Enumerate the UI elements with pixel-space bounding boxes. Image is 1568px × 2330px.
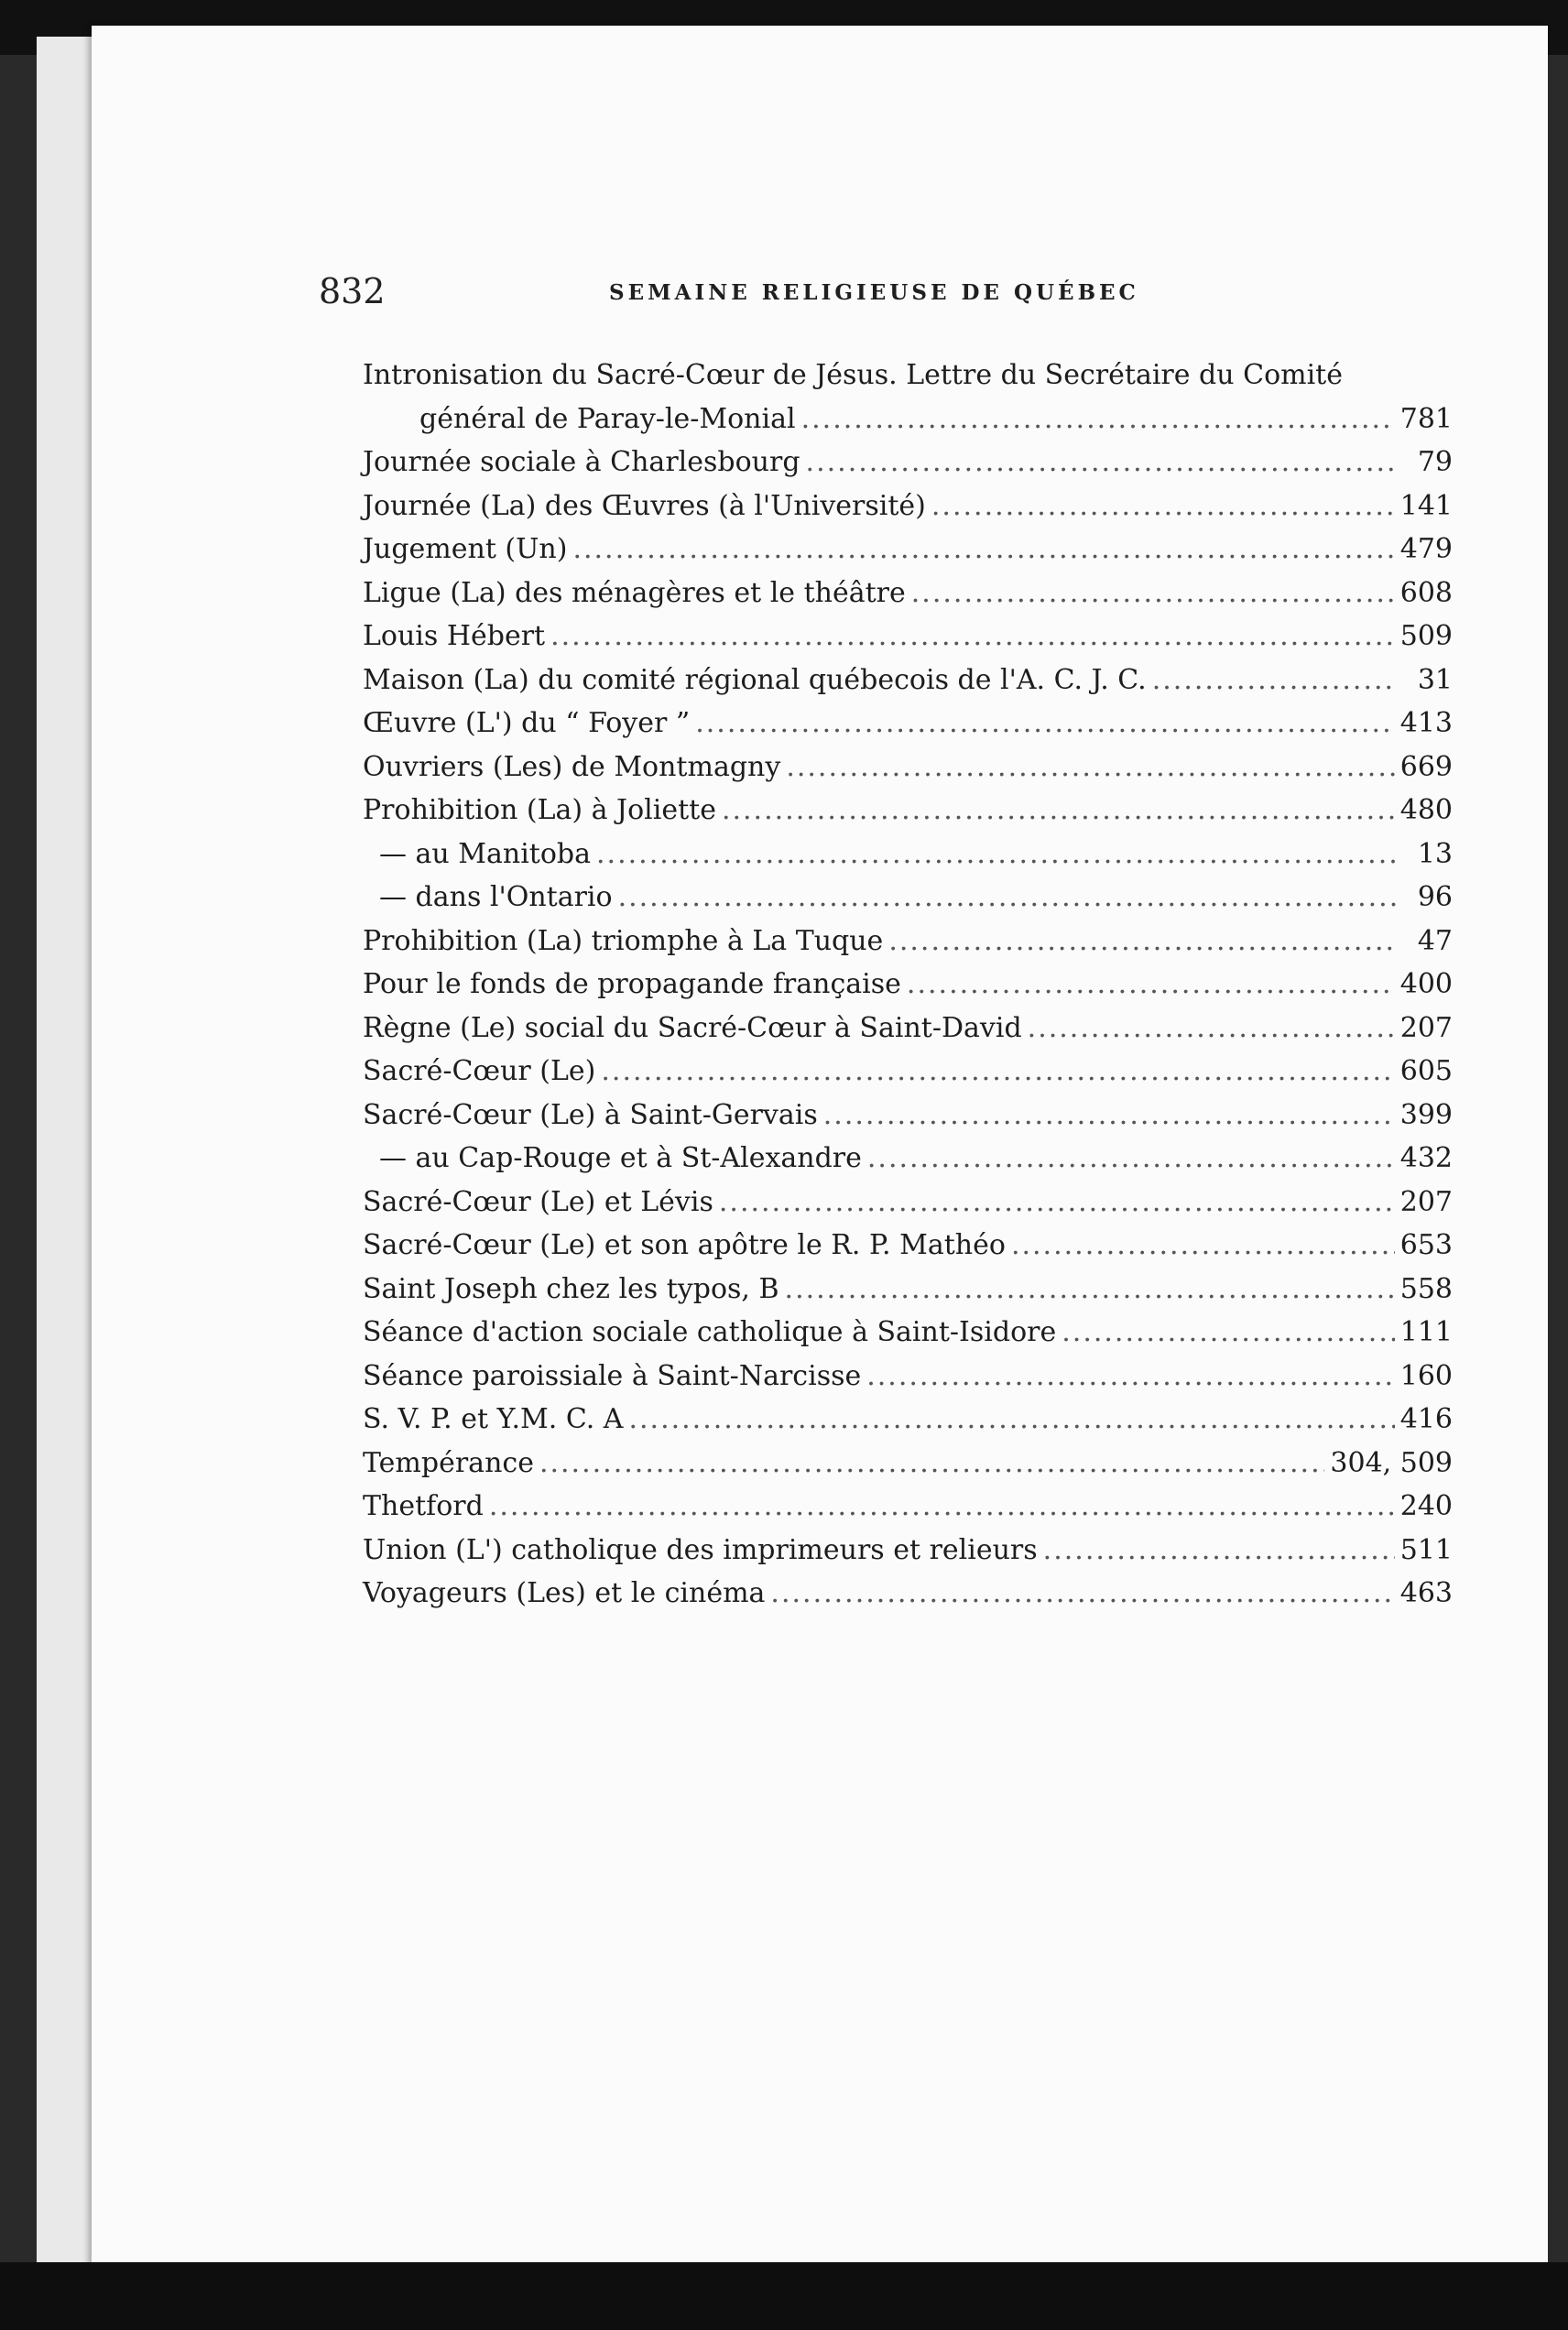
index-entry-label: Séance d'action sociale catholique à Saint-Isidore (363, 1316, 1057, 1348)
index-entry-page: 399 (1399, 1098, 1453, 1131)
index-entry-label: Voyageurs (Les) et le cinéma (363, 1577, 766, 1609)
index-entry-label: Sacré-Cœur (Le) (363, 1055, 596, 1087)
index-entry-page: 160 (1399, 1359, 1453, 1392)
index-entry-page: 47 (1417, 924, 1453, 957)
index-entry-label-continued: général de Paray-le-Monial (419, 402, 796, 435)
index-entry-label: Saint Joseph chez les typos, B (363, 1272, 779, 1305)
index-entry-label: — dans l'Ontario (379, 881, 613, 913)
index-entry-label: Séance paroissiale à Saint-Narcisse (363, 1359, 862, 1392)
index-entry (363, 1572, 1453, 1616)
index-entry-page: 207 (1399, 1185, 1453, 1218)
leader-dots (823, 1094, 1395, 1138)
index-entry-label: Œuvre (L') du “ Foyer ” (363, 707, 691, 739)
leader-dots (801, 397, 1395, 441)
index-entry-page: 111 (1399, 1316, 1453, 1348)
index-entry (363, 1268, 1453, 1312)
leader-dots (907, 963, 1395, 1007)
index-entry (363, 1224, 1453, 1268)
index-entry-label: Sacré-Cœur (Le) et Lévis (363, 1185, 713, 1218)
index-entry-page: 479 (1399, 533, 1453, 565)
index-entry (363, 1137, 1453, 1181)
leader-dots (719, 1181, 1395, 1225)
index-entry-page: 509 (1399, 620, 1453, 652)
leader-dots (628, 1398, 1394, 1442)
index-entry-page: 416 (1399, 1403, 1453, 1435)
index-entry-page: 608 (1399, 576, 1453, 609)
index-entry-page: 304, 509 (1330, 1446, 1453, 1479)
index-entry-label: Ligue (La) des ménagères et le théâtre (363, 576, 906, 609)
index-entry-page: 413 (1399, 707, 1453, 739)
document-page (92, 26, 1548, 2268)
running-title: SEMAINE RELIGIEUSE DE QUÉBEC (609, 280, 1139, 305)
index-entry (363, 1485, 1453, 1529)
page-number: 832 (319, 271, 386, 311)
index-entry-page: 558 (1399, 1272, 1453, 1305)
leader-dots (1028, 1007, 1395, 1051)
leader-dots (888, 920, 1396, 964)
index-entry (363, 572, 1453, 615)
index-entry (363, 1311, 1453, 1355)
index-entry (363, 1050, 1453, 1094)
index-entry (363, 833, 1453, 876)
leader-dots (866, 1355, 1395, 1399)
index-entry-label: Ouvriers (Les) de Montmagny (363, 750, 781, 783)
index-entry (363, 1398, 1453, 1442)
index-entry (363, 659, 1453, 702)
index-entry (363, 528, 1453, 572)
leader-dots (786, 746, 1394, 789)
index-entry (363, 1355, 1453, 1399)
index-entry-label: Tempérance (363, 1446, 534, 1479)
index-entry (363, 702, 1453, 746)
index-entry (363, 615, 1453, 659)
index-entry-label: Journée (La) des Œuvres (à l'Université) (363, 489, 926, 522)
index-entry (363, 1007, 1453, 1051)
index-entry (363, 789, 1453, 833)
index-entry-page: 511 (1399, 1533, 1453, 1566)
index-entry-page: 141 (1399, 489, 1453, 522)
index-entry-page: 400 (1399, 968, 1453, 1000)
index-entry-label: Règne (Le) social du Sacré-Cœur à Saint-David (363, 1011, 1022, 1044)
index-entry-page: 669 (1399, 750, 1453, 783)
leader-dots (911, 572, 1395, 615)
index-entry-label: Prohibition (La) triomphe à La Tuque (363, 924, 884, 957)
leader-dots (539, 1442, 1324, 1486)
index-entry-page: 653 (1399, 1229, 1453, 1261)
leader-dots (1062, 1311, 1394, 1355)
index-entry-page: 79 (1417, 446, 1453, 478)
index-entry-label: Sacré-Cœur (Le) et son apôtre le R. P. Mathéo (363, 1229, 1006, 1261)
index-entry-page: 31 (1417, 663, 1453, 696)
index-entry-page: 605 (1399, 1055, 1453, 1087)
leader-dots (596, 833, 1396, 876)
index-list (363, 354, 1453, 1616)
index-entry-label: Sacré-Cœur (Le) à Saint-Gervais (363, 1098, 818, 1131)
index-entry-page: 432 (1399, 1142, 1453, 1174)
index-entry-page: 781 (1399, 402, 1453, 435)
index-entry-label: Louis Hébert (363, 620, 546, 652)
index-entry (363, 746, 1453, 789)
leader-dots (1011, 1224, 1395, 1268)
index-entry (363, 485, 1453, 528)
leader-dots (785, 1268, 1395, 1312)
index-entry (363, 1529, 1453, 1573)
index-entry-page: 480 (1399, 794, 1453, 826)
leader-dots (1152, 659, 1396, 702)
index-entry-label: Pour le fonds de propagande française (363, 968, 901, 1000)
leader-dots (572, 528, 1394, 572)
scan-bottom-border (0, 2262, 1568, 2330)
index-entry-label: Journée sociale à Charlesbourg (363, 446, 800, 478)
index-entry-page: 13 (1417, 837, 1453, 870)
index-entry-label: — au Manitoba (379, 837, 592, 870)
leader-dots (806, 441, 1396, 485)
page-header (92, 271, 1548, 317)
leader-dots (770, 1572, 1394, 1616)
index-entry (363, 1181, 1453, 1225)
index-entry-label: Thetford (363, 1490, 484, 1522)
index-entry (363, 963, 1453, 1007)
index-entry (363, 1442, 1453, 1486)
index-entry (363, 1094, 1453, 1138)
leader-dots (489, 1485, 1395, 1529)
index-entry-page: 207 (1399, 1011, 1453, 1044)
leader-dots (550, 615, 1395, 659)
index-entry-page: 240 (1399, 1490, 1453, 1522)
index-entry (363, 876, 1453, 920)
index-entry-page: 96 (1417, 881, 1453, 913)
leader-dots (601, 1050, 1394, 1094)
index-entry (363, 920, 1453, 964)
leader-dots (722, 789, 1395, 833)
index-entry-label: S. V. P. et Y.M. C. A (363, 1403, 624, 1435)
index-entry (363, 441, 1453, 485)
leader-dots (618, 876, 1396, 920)
index-entry-label: Union (L') catholique des imprimeurs et relieurs (363, 1533, 1038, 1566)
index-entry-label: — au Cap-Rouge et à St-Alexandre (379, 1142, 862, 1174)
leader-dots (1043, 1529, 1395, 1573)
index-entry-page: 463 (1399, 1577, 1453, 1609)
leader-dots (695, 702, 1395, 746)
index-entry-label: Maison (La) du comité régional québecois de l'A. C. J. C. (363, 663, 1147, 696)
index-entry-label: Intronisation du Sacré-Cœur de Jésus. Lettre du Secrétaire du Comité (363, 359, 1343, 391)
leader-dots (867, 1137, 1395, 1181)
index-entry-label: Jugement (Un) (363, 533, 568, 565)
index-entry-label: Prohibition (La) à Joliette (363, 794, 716, 826)
index-entry (363, 354, 1453, 441)
leader-dots (931, 485, 1395, 528)
